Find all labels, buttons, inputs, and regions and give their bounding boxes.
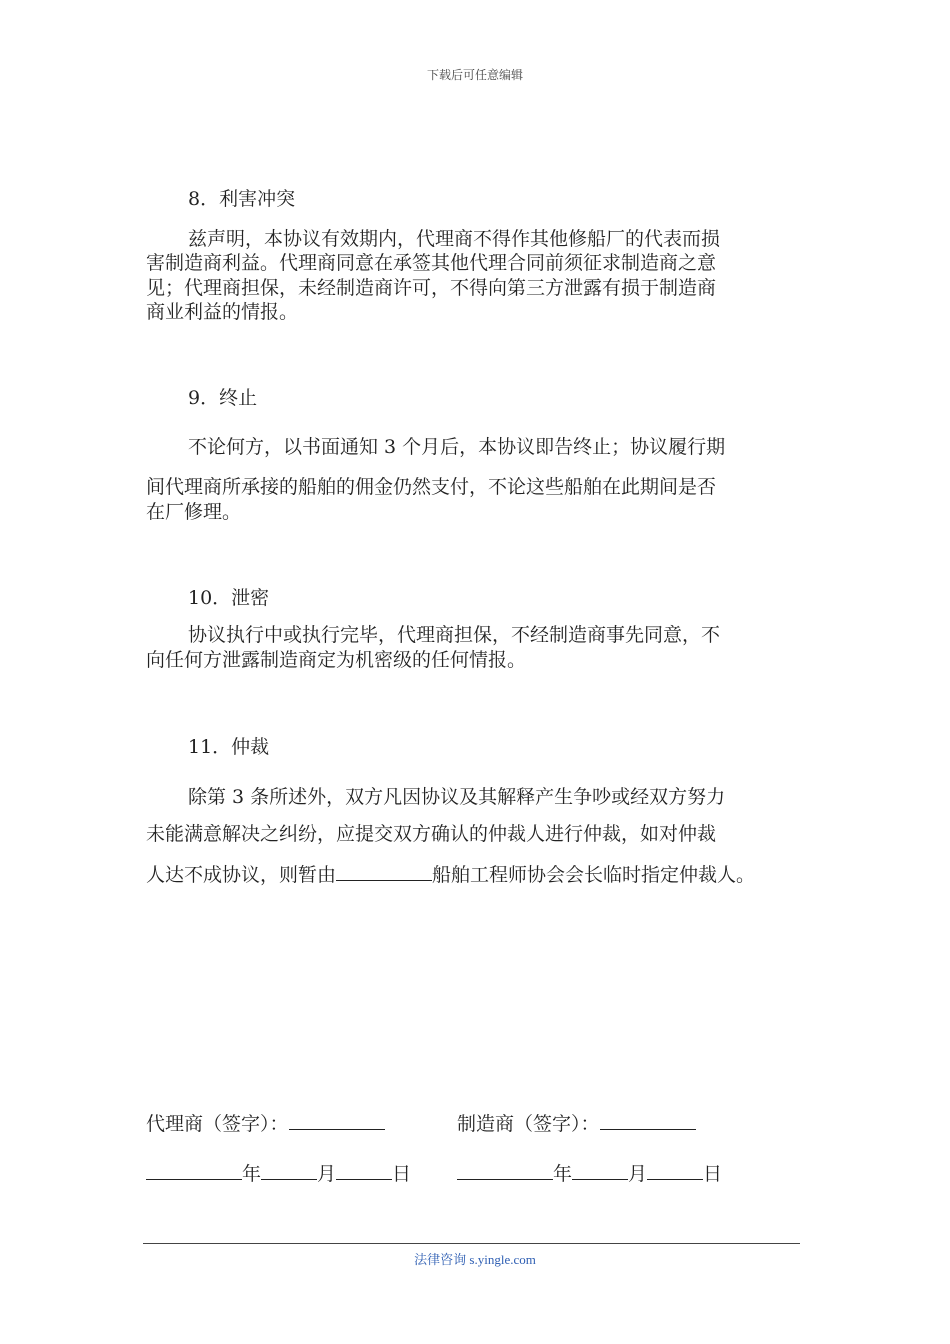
section-11-line-3-end: 船舶工程师协会会长临时指定仲裁人。 (432, 864, 756, 886)
section-9-line-2: 间代理商所承接的船舶的佣金仍然支付，不论这些船舶在此期间是否 (146, 476, 717, 498)
footer-link[interactable]: 法律咨询 s.yingle.com (414, 1252, 536, 1267)
maker-signature-line (457, 1111, 696, 1134)
section-11-line-1: 除第 3 条所述外，双方凡因协议及其解释产生争吵或经双方努力 (188, 786, 726, 808)
agent-date-line (146, 1161, 411, 1184)
section-10-line-2: 向任何方泄露制造商定为机密级的任何情报。 (146, 649, 527, 671)
agent-year-blank (146, 1161, 242, 1180)
section-11-line-3 (146, 862, 755, 885)
maker-year-label: 年 (553, 1163, 573, 1185)
section-10-heading: 10．泄密 (188, 587, 270, 609)
agent-day-label: 日 (392, 1163, 412, 1185)
section-11-line-2: 未能满意解决之纠纷，应提交双方确认的仲裁人进行仲裁，如对仲裁 (146, 823, 717, 845)
maker-year-blank (457, 1161, 553, 1180)
maker-day-label: 日 (703, 1163, 723, 1185)
footer-divider (143, 1243, 800, 1244)
section-11-line-3-start: 人达不成协议，则暂由 (146, 864, 337, 886)
maker-month-label: 月 (628, 1163, 648, 1185)
maker-signature-blank (600, 1111, 696, 1130)
section-8-line-1: 兹声明，本协议有效期内，代理商不得作其他修船厂的代表而损 (188, 228, 721, 250)
maker-day-blank (647, 1161, 703, 1180)
section-8-line-2: 害制造商利益。代理商同意在承签其他代理合同前须征求制造商之意 (146, 252, 717, 274)
maker-signature-label: 制造商（签字）： (457, 1113, 600, 1135)
maker-date-line (457, 1161, 722, 1184)
section-8-line-4: 商业利益的情报。 (146, 301, 299, 323)
page-header: 下载后可任意编辑 (426, 68, 523, 82)
section-10-line-1: 协议执行中或执行完毕，代理商担保，不经制造商事先同意，不 (188, 624, 721, 646)
agent-month-blank (261, 1161, 317, 1180)
section-8-heading: 8．利害冲突 (188, 188, 296, 210)
section-9-line-3: 在厂修理。 (146, 501, 242, 523)
section-9-heading: 9．终止 (188, 387, 258, 409)
agent-signature-blank (289, 1111, 385, 1130)
agent-signature-label: 代理商（签字）： (146, 1113, 289, 1135)
section-9-line-1: 不论何方，以书面通知 3 个月后，本协议即告终止；协议履行期 (188, 436, 726, 458)
agent-signature-line (146, 1111, 385, 1134)
section-8-line-3: 见；代理商担保，未经制造商许可，不得向第三方泄露有损于制造商 (146, 277, 717, 299)
agent-day-blank (336, 1161, 392, 1180)
maker-month-blank (572, 1161, 628, 1180)
section-11-heading: 11．仲裁 (188, 736, 270, 758)
agent-month-label: 月 (317, 1163, 337, 1185)
agent-year-label: 年 (242, 1163, 262, 1185)
arbitration-body-blank (336, 862, 432, 881)
